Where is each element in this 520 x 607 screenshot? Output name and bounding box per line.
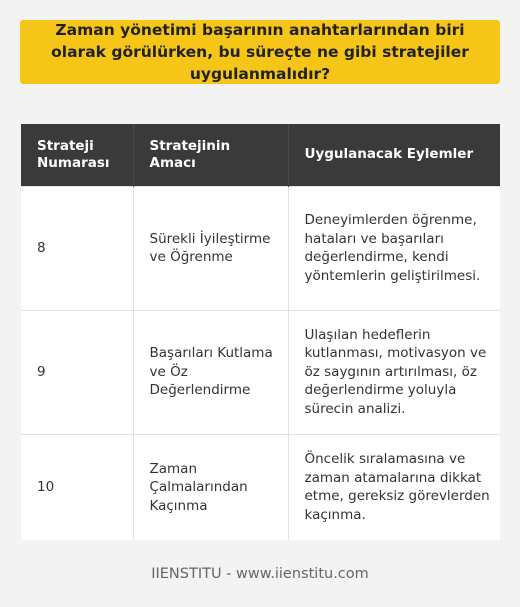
header-strategy-number: Strateji Numarası — [37, 137, 110, 171]
table-row — [21, 186, 500, 310]
header-actions: Uygulanacak Eylemler — [288, 124, 500, 186]
title-banner — [20, 20, 500, 84]
cell-actions: Ulaşılan hedeflerin kutlanması, motivasyon ve öz saygının artırılması, öz değerlendirme yoluyla sürecin analizi. — [288, 310, 500, 434]
table-row — [21, 434, 500, 540]
header-strategy-purpose: Stratejinin Amacı — [133, 124, 288, 186]
table-header — [21, 124, 500, 186]
cell-actions: Deneyimlerden öğrenme, hataları ve başarıları değerlendirme, kendi yöntemlerin geliştirilmesi. — [288, 186, 500, 310]
page-title: Zaman yönetimi başarının anahtarlarından biri olarak görülürken, bu süreçte ne gibi stratejiler uygulanmalıdır? — [51, 21, 469, 83]
table-row — [21, 310, 500, 434]
cell-purpose: Sürekli İyileştirme ve Öğrenme — [133, 186, 288, 310]
cell-number: 10 — [21, 434, 133, 540]
footer-credit: IIENSTITU - www.iienstitu.com — [151, 566, 369, 582]
strategy-table — [21, 124, 500, 540]
cell-purpose: Zaman Çalmalarından Kaçınma — [133, 434, 288, 540]
cell-purpose: Başarıları Kutlama ve Öz Değerlendirme — [133, 310, 288, 434]
cell-actions: Öncelik sıralamasına ve zaman atamalarına dikkat etme, gereksiz görevlerden kaçınma. — [288, 434, 500, 540]
cell-number: 9 — [21, 310, 133, 434]
cell-number: 8 — [21, 186, 133, 310]
